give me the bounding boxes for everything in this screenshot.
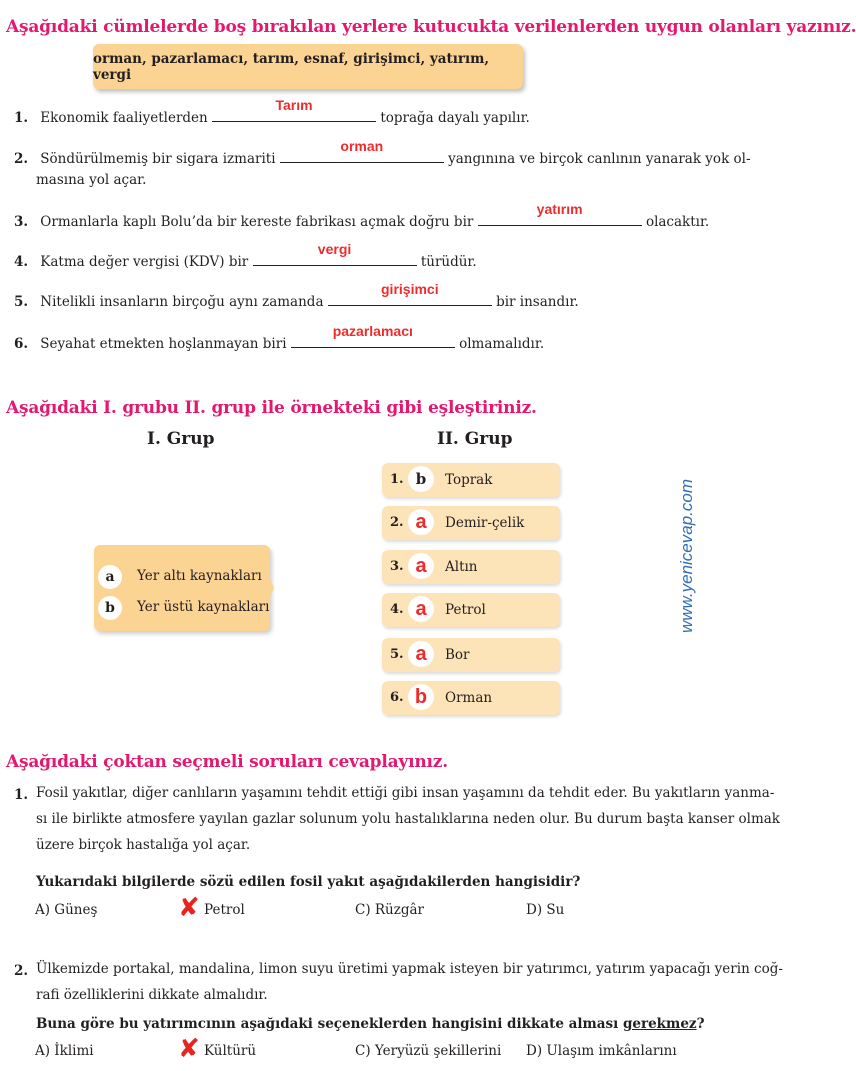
- answer-cross-icon: ✘: [178, 1034, 200, 1064]
- q1-line2: sı ile birlikte atmosfere yayılan gazlar solunum yolu hastalıklarına neden olur. Bu durum başta kanser olmak: [36, 811, 780, 827]
- group2-item: [382, 463, 560, 497]
- group1-letter-b: b: [98, 596, 122, 620]
- item-text-after: yangınına ve birçok canlının yanarak yok ol-: [448, 151, 751, 167]
- answer-blank[interactable]: [328, 281, 492, 306]
- group2-answer-circle[interactable]: a: [408, 641, 434, 667]
- fill-item-6: [14, 323, 545, 352]
- q2-question-emphasis: gerekmez: [622, 1016, 697, 1032]
- group2-title: II. Grup: [437, 429, 513, 449]
- item-text-after: türüdür.: [420, 254, 477, 270]
- group2-answer-circle[interactable]: a: [408, 509, 434, 535]
- fill-item-3: [14, 201, 710, 230]
- section1-heading: Aşağıdaki cümlelerde boş bırakılan yerlere kutucukta verilenlerden uygun olanları yazınız.: [6, 17, 856, 37]
- q2-number: 2.: [14, 963, 29, 979]
- fill-item-2-continued: masına yol açar.: [36, 172, 147, 188]
- q1-number: 1.: [14, 787, 29, 803]
- group1-label-a: Yer altı kaynakları: [137, 568, 262, 584]
- q1-option-a[interactable]: A) Güneş: [35, 902, 98, 918]
- group2-item: [382, 550, 560, 584]
- group1-box: [94, 545, 270, 631]
- q2-option-b[interactable]: Kültürü: [204, 1043, 257, 1059]
- answer-cross-icon: ✘: [178, 893, 200, 923]
- answer-blank[interactable]: [478, 201, 642, 226]
- group1-title: I. Grup: [147, 429, 215, 449]
- handwritten-answer: Tarım: [275, 97, 313, 113]
- q2-question-end: ?: [696, 1016, 705, 1032]
- item-text-after: toprağa dayalı yapılır.: [380, 110, 530, 126]
- watermark-text: www.yenicevap.com: [677, 478, 696, 633]
- group2-number: 3.: [390, 559, 404, 574]
- handwritten-answer: yatırım: [536, 201, 583, 217]
- section2-heading: Aşağıdaki I. grubu II. grup ile örnekteki gibi eşleştiriniz.: [6, 398, 537, 418]
- group2-item: [382, 681, 560, 715]
- group2-answer-circle[interactable]: b: [408, 466, 434, 492]
- q1-line3: üzere birçok hastalığa yol açar.: [36, 837, 251, 853]
- word-box-text: orman, pazarlamacı, tarım, esnaf, girişimci, yatırım, vergi: [93, 50, 490, 83]
- q2-option-a[interactable]: A) İklimi: [35, 1043, 94, 1059]
- q1-option-c[interactable]: C) Rüzgâr: [355, 902, 425, 918]
- item-text-after: olmamalıdır.: [459, 336, 545, 352]
- word-box: [93, 44, 523, 89]
- item-text-before: Ormanlarla kaplı Bolu’da bir kereste fabrikası açmak doğru bir: [40, 214, 474, 230]
- handwritten-answer: girişimci: [381, 281, 439, 297]
- q2-option-d[interactable]: D) Ulaşım imkânlarını: [526, 1043, 677, 1059]
- handwritten-answer: pazarlamacı: [332, 323, 413, 339]
- group2-number: 2.: [390, 515, 404, 530]
- item-text-before: Söndürülmemiş bir sigara izmariti: [40, 151, 276, 167]
- fill-item-4: [14, 241, 477, 270]
- q2-line1: Ülkemizde portakal, mandalina, limon suyu üretimi yapmak isteyen bir yatırımcı, yatırım yapacağı yerin coğ-: [36, 961, 783, 977]
- q2-line2: rafi özelliklerini dikkate almalıdır.: [36, 987, 268, 1003]
- group2-item: [382, 593, 560, 627]
- item-text-after: bir insandır.: [496, 294, 579, 310]
- item-number: 5.: [14, 294, 29, 310]
- group2-label: Petrol: [445, 602, 486, 618]
- group2-label: Demir-çelik: [445, 515, 525, 531]
- q1-option-d[interactable]: D) Su: [526, 902, 565, 918]
- answer-blank[interactable]: [291, 323, 455, 348]
- q2-option-c[interactable]: C) Yeryüzü şekillerini: [355, 1043, 502, 1059]
- fill-item-5: [14, 281, 579, 310]
- group2-answer-circle[interactable]: a: [408, 553, 434, 579]
- group2-label: Altın: [445, 559, 478, 575]
- group2-number: 1.: [390, 472, 404, 487]
- item-number: 3.: [14, 214, 29, 230]
- item-text-after: olacaktır.: [645, 214, 710, 230]
- answer-blank[interactable]: [280, 138, 444, 163]
- group2-label: Orman: [445, 690, 493, 706]
- answer-blank[interactable]: [212, 97, 376, 122]
- group2-number: 4.: [390, 602, 404, 617]
- item-number: 1.: [14, 110, 29, 126]
- q1-paragraph: [36, 780, 780, 858]
- fill-item-2: [14, 138, 751, 167]
- q2-question-main: Buna göre bu yatırımcının aşağıdaki seçeneklerden hangisini dikkate alması: [36, 1016, 623, 1032]
- item-number: 6.: [14, 336, 29, 352]
- q1-line1: Fosil yakıtlar, diğer canlıların yaşamını tehdit ettiği gibi insan yaşamını da tehdit eder. Bu yakıtların yanma-: [36, 785, 775, 801]
- handwritten-answer: vergi: [317, 241, 352, 257]
- group2-item: [382, 506, 560, 540]
- item-text-before: Seyahat etmekten hoşlanmayan biri: [40, 336, 287, 352]
- group2-label: Bor: [445, 647, 470, 663]
- group2-answer-circle[interactable]: b: [408, 684, 434, 710]
- fill-item-1: [14, 97, 530, 126]
- item-number: 2.: [14, 151, 29, 167]
- answer-blank[interactable]: [253, 241, 417, 266]
- item-text-before: Nitelikli insanların birçoğu aynı zamanda: [40, 294, 324, 310]
- group2-number: 5.: [390, 647, 404, 662]
- item-text-before: Katma değer vergisi (KDV) bir: [40, 254, 249, 270]
- group2-label: Toprak: [445, 472, 493, 488]
- q1-question: Yukarıdaki bilgilerde sözü edilen fosil yakıt aşağıdakilerden hangisidir?: [36, 874, 581, 890]
- group2-answer-circle[interactable]: a: [408, 596, 434, 622]
- group2-item: [382, 638, 560, 672]
- section3-heading: Aşağıdaki çoktan seçmeli soruları cevaplayınız.: [6, 752, 448, 772]
- group2-number: 6.: [390, 690, 404, 705]
- watermark: [672, 413, 702, 639]
- q1-option-b[interactable]: Petrol: [204, 902, 245, 918]
- q2-question: [36, 1016, 705, 1032]
- q2-paragraph: [36, 956, 783, 1008]
- group1-label-b: Yer üstü kaynakları: [137, 599, 270, 615]
- handwritten-answer: orman: [340, 138, 384, 154]
- item-text-before: Ekonomik faaliyetlerden: [40, 110, 208, 126]
- item-number: 4.: [14, 254, 29, 270]
- group1-letter-a: a: [98, 565, 122, 589]
